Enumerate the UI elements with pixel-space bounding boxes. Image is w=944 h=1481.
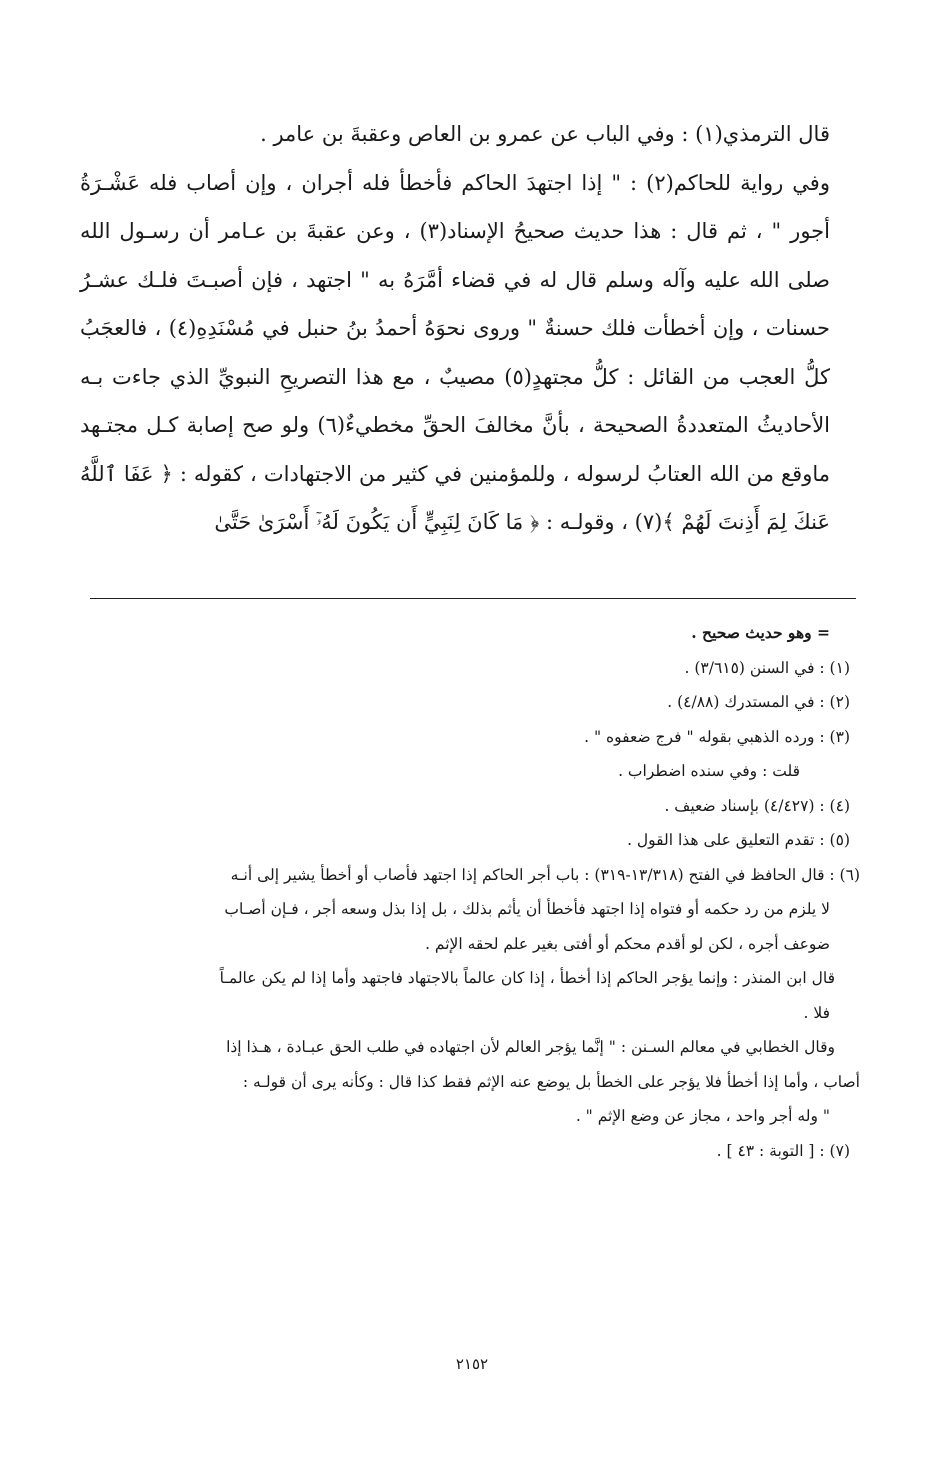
paragraph-tirmidhi: قال الترمذي(١) : وفي الباب عن عمرو بن العاص وعقبةَ بن عامر . — [260, 122, 830, 146]
footnote-3-comment: قلت : وفي سنده اضطراب . — [618, 762, 800, 780]
footnote-5: (٥) : تقدم التعليق على هذا القول . — [627, 831, 850, 849]
footnote-carryover: = وهو حديث صحيح . — [691, 623, 830, 642]
footnote-7: (٧) : [ التوبة : ٤٣ ] . — [716, 1141, 850, 1160]
footnote-6-line-2: لا يلزم من رد حكمه أو فتواه إذا اجتهد فأخطأ أن يأثم بذلك ، بل إذا بذل وسعه أجر ، فـإن أصـاب — [224, 900, 830, 918]
footnote-separator — [90, 598, 856, 599]
footnote-6-khattabi-line-2: أصاب ، وأما إذا أخطأ فلا يؤجر على الخطأ بل يوضع عنه الإثم فقط كذا قال : وكأنه يرى أن قولـه : — [242, 1072, 860, 1091]
footnote-6-line-3: ضوعف أجره ، لكن لو أقدم محكم أو أفتى بغير علم لحقه الإثم . — [425, 934, 830, 953]
main-text — [80, 110, 860, 547]
footnote-6-line-1: (٦) : قال الحافظ في الفتح (١٣/٣١٨-٣١٩) : باب أجر الحاكم إذا اجتهد فأصاب أو أخطأ يشير إلى أنـه — [230, 865, 860, 884]
footnote-3: (٣) : ورده الذهبي بقوله " فرج ضعفوه " . — [584, 727, 850, 746]
page-number: ٢١٥٢ — [455, 1355, 489, 1373]
footnote-6-ibn-almundhir-line-2: فلا . — [803, 1003, 830, 1022]
footnote-6-khattabi-line-1: وقال الخطابي في معالم السـنن : " إنَّما يؤجر العالم لأن اجتهاده في طلب الحق عبـادة ، هـذا إذا — [226, 1038, 835, 1056]
footnote-4: (٤) : (٤/٤٢٧) بإسناد ضعيف . — [664, 796, 850, 815]
footnote-6-ibn-almundhir-line-1: قال ابن المنذر : وإنما يؤجر الحاكم إذا أخطأ ، إذا كان عالماً بالاجتهاد فاجتهد وأما إذا لم يكن عالمـاً — [219, 969, 835, 987]
footnote-1: (١) : في السنن (٣/٦١٥) . — [684, 658, 850, 677]
footnote-2: (٢) : في المستدرك (٤/٨٨) . — [667, 693, 850, 711]
footnote-6-khattabi-line-3: " وله أجر واحد ، مجاز عن وضع الإثم " . — [575, 1107, 830, 1125]
paragraph-hakim: وفي رواية للحاكم(٢) : " إذا اجتهدَ الحاكم فأخطأ فله أجران ، وإن أصاب فله عَشْـرَةُ أجور " ، ثم قال : هذا حديث صحيحُ الإسناد(٣) ، وعن عقبةَ بن عـامر أن رسـول الله صلى الله عليه وآله وسلم قال له في قضاء أمَّرَهُ به " اجتهد ، فإن أصبـتَ فلـك عشـرُ حسنات ، وإن أخطأت فلك حسنةٌ " وروى نحوَهُ أحمدُ بنُ حنبل في مُسْنَدِهِ(٤) ، فالعجَبُ كلُّ العجب من القائل : كلُّ مجتهدٍ(٥) مصيبٌ ، مع هذا التصريحِ النبويِّ الذي جاءت بـه الأحاديثُ المتعددةُ الصحيحة ، بأنَّ مخالفَ الحقِّ مخطيءٌ(٦) ولو صح إصابة كـل مجتـهد ماوقع من الله العتابُ لرسوله ، وللمؤمنين في كثير من الاجتهادات ، كقوله : ﴿ عَفَا ٱللَّهُ عَنكَ لِمَ أَذِنتَ لَهُمْ ﴾(٧) ، وقولـه : ﴿ مَا كَانَ لِنَبِيٍّ أَن يَكُونَ لَهُۥٓ أَسْرَىٰ حَتَّىٰ — [80, 170, 831, 534]
footnotes — [80, 616, 860, 1168]
